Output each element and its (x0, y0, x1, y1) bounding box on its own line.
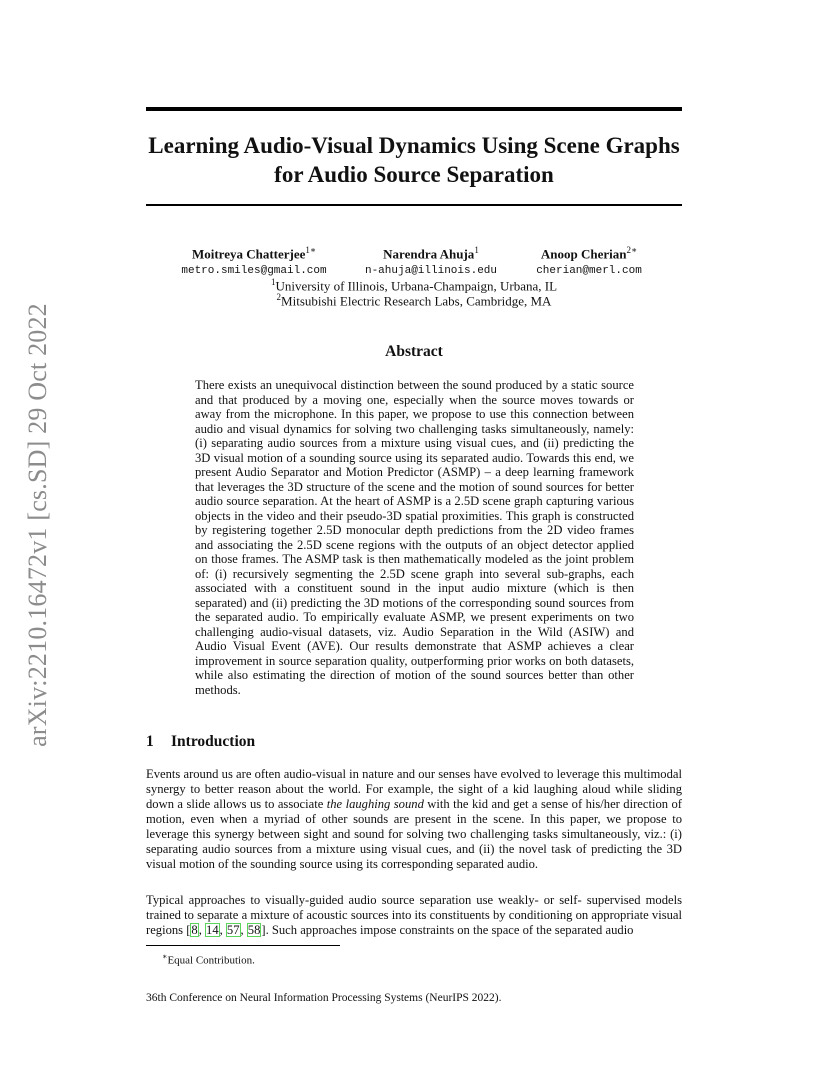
footnote: ∗Equal Contribution. (162, 952, 255, 967)
title-line-1: Learning Audio-Visual Dynamics Using Scene Graphs (148, 133, 680, 158)
author-block-2 (357, 243, 505, 279)
author-block-1 (174, 243, 334, 279)
affiliation-2: $^2$Mitsubishi Electric Research Labs, Cambridge, MA (276, 292, 552, 309)
intro-paragraph-1: Events around us are often audio-visual in nature and our senses have evolved to leverage this multimodal synergy to better reason about the world. For example, the sight of a kid laughing aloud while sliding down a slide allows us to associate the laughing sound with the kid and get a sense of his/her direction of motion, even when a myriad of other sounds are present in the scene. In this paper, we propose to leverage this synergy between sight and sound for solving two challenging tasks simultaneously, viz.: (i) separating audio sources from a mixture using visual cues, and (ii) the novel task of predicting the 3D visual motion of the sounding source using its corresponding separated audio. (146, 767, 682, 871)
title-top-rule (146, 107, 682, 111)
citation-link[interactable]: 8 (191, 923, 198, 937)
affiliation-1: $^1$University of Illinois, Urbana-Champaign, Urbana, IL (270, 277, 558, 294)
intro-paragraph-2: Typical approaches to visually-guided audio source separation use weakly- or self- supervised models trained to separate a mixture of acoustic sources into its constituents by conditioning on appropriate visual regions [8, 14, 57, 58]. Such approaches impose constraints on the space of the separated audio (146, 893, 682, 937)
citation-link[interactable]: 58 (247, 923, 261, 937)
citation-link[interactable]: 57 (226, 923, 240, 937)
title-bottom-rule (146, 204, 682, 206)
author-name: Anoop Cherian$^{2∗}$ (540, 245, 638, 262)
conference-footer: 36th Conference on Neural Information Processing Systems (NeurIPS 2022). (146, 992, 502, 1004)
abstract-body: There exists an unequivocal distinction between the sound produced by a static source and that produced by a moving one, especially when the source moves towards or away from the microphone. In this paper, we propose to use this connection between audio and visual dynamics for solving two challenging tasks simultaneously, namely: (i) separating audio sources from a mixture using visual cues, and (ii) predicting the 3D visual motion of a sounding source using its separated audio. Towards this end, we present Audio Separator and Motion Predictor (ASMP) – a deep learning framework that leverages the 3D structure of the scene and the motion of sound sources for better audio source separation. At the heart of ASMP is a 2.5D scene graph capturing various objects in the video and their pseudo-3D spatial proximities. This graph is constructed by registering together 2.5D monocular depth predictions from the 2D video frames and associating the 2.5D scene regions with the outputs of an object detector applied on those frames. The ASMP task is then mathematically modeled as the joint problem of: (i) recursively segmenting the 2.5D scene graph into several sub-graphs, each associated with a constituent sound in the input audio mixture (which is then separated) and (ii) predicting the 3D motions of the corresponding sound sources from the separated audio. To empirically evaluate ASMP, we present experiments on two challenging audio-visual datasets, viz. Audio Separation in the Wild (ASIW) and Audio Visual Event (AVE). Our results demonstrate that ASMP achieves a clear improvement in source separation quality, outperforming prior works on both datasets, while also estimating the direction of motion of the sound sources better than other methods. (195, 378, 634, 697)
section-heading-introduction: 1 Introduction (146, 733, 256, 750)
author-email[interactable]: metro.smiles@gmail.com (181, 265, 327, 278)
author-email[interactable]: cherian@merl.com (536, 265, 642, 278)
citation-link[interactable]: 14 (206, 923, 219, 937)
abstract-heading: Abstract (385, 343, 443, 360)
author-name: Narendra Ahuja$^1$ (383, 245, 479, 262)
author-email[interactable]: n-ahuja@illinois.edu (364, 265, 498, 278)
paper-title (146, 131, 682, 189)
title-line-2: for Audio Source Separation (274, 162, 554, 187)
arxiv-identifier-stamp: arXiv:2210.16472v1 [cs.SD] 29 Oct 2022 (23, 303, 52, 747)
author-block-3 (528, 243, 650, 279)
emphasis-text: the laughing sound (326, 797, 424, 811)
author-name: Moitreya Chatterjee$^{1∗}$ (191, 245, 317, 262)
footnote-rule (146, 945, 340, 946)
